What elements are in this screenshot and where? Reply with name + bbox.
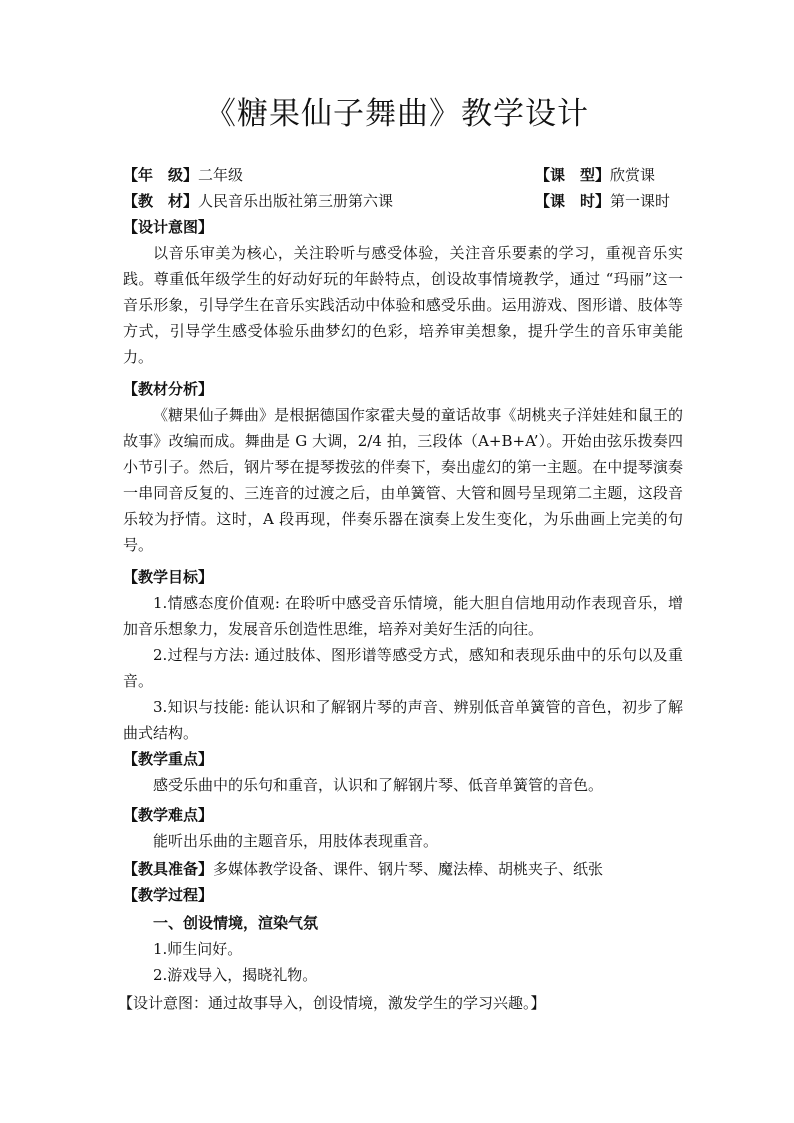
process-section-1-title: 一、创设情境，渲染气氛	[153, 914, 319, 932]
material-analysis-heading: 【教材分析】	[123, 380, 214, 398]
grade-value: 二年级	[198, 166, 244, 184]
objective-item-2: 2.过程与方法: 通过肢体、图形谱等感受方式，感知和表现乐曲中的乐句以及重音。	[123, 646, 683, 690]
textbook-value: 人民音乐出版社第三册第六课	[198, 192, 394, 210]
lesson-type-field	[535, 162, 655, 188]
period-field	[535, 188, 670, 214]
textbook-field	[123, 188, 393, 214]
objective-item-3: 3.知识与技能: 能认识和了解钢片琴的声音、辨别低音单簧管的音色，初步了解曲式结构。	[123, 698, 683, 742]
tools-heading: 【教具准备】	[123, 860, 214, 878]
grade-field	[123, 162, 243, 188]
difficulties-heading: 【教学难点】	[123, 806, 214, 824]
grade-label: 【年 级】	[123, 166, 199, 184]
difficulties-paragraph: 能听出乐曲的主题音乐，用肢体表现重音。	[153, 832, 439, 850]
document-title: 《糖果仙子舞曲》教学设计	[205, 96, 589, 132]
lesson-type-value: 欣赏课	[610, 166, 656, 184]
material-analysis-paragraph: 《糖果仙子舞曲》是根据德国作家霍夫曼的童话故事《胡桃夹子洋娃娃和鼠王的故事》改编而成。舞曲是 G 大调，2/4 拍，三段体（A+B+A’）。开始由弦乐拨奏四小节引子。然后，钢片琴在提琴拨弦的伴奏下，奏出虚幻的第一主题。在中提琴演奏一串同音反复的、三连音的过渡之后，由单簧管、大管和圆号呈现第二主题，这段音乐较为抒情。这时，A 段再现，伴奏乐器在演奏上发生变化，为乐曲画上完美的句号。	[123, 406, 683, 554]
meta-row-textbook	[123, 188, 683, 214]
period-value: 第一课时	[610, 192, 671, 210]
key-points-heading: 【教学重点】	[123, 750, 214, 768]
objective-item-1: 1.情感态度价值观: 在聆听中感受音乐情境，能大胆自信地用动作表现音乐，增加音乐想象力，发展音乐创造性思维，培养对美好生活的向往。	[123, 594, 683, 638]
key-points-paragraph: 感受乐曲中的乐句和重音，认识和了解钢片琴、低音单簧管的音色。	[153, 776, 604, 794]
process-step-2: 2.游戏导入，揭晓礼物。	[153, 966, 318, 984]
textbook-label: 【教 材】	[123, 192, 199, 210]
period-label: 【课 时】	[535, 192, 611, 210]
design-intent-paragraph: 以音乐审美为核心，关注聆听与感受体验，关注音乐要素的学习，重视音乐实践。尊重低年级学生的好动好玩的年龄特点，创设故事情境教学，通过 “玛丽”这一音乐形象，引导学生在音乐实践活动中体验和感受乐曲。运用游戏、图形谱、肢体等方式，引导学生感受体验乐曲梦幻的色彩，培养审美想象，提升学生的音乐审美能力。	[123, 244, 683, 366]
process-heading: 【教学过程】	[123, 886, 214, 904]
tools-text: 多媒体教学设备、课件、钢片琴、魔法棒、胡桃夹子、纸张	[213, 860, 604, 878]
meta-row-grade	[123, 162, 683, 188]
process-design-note: 【设计意图：通过故事导入，创设情境，激发学生的学习兴趣。】	[118, 994, 546, 1012]
process-step-1: 1.师生问好。	[153, 940, 243, 958]
objectives-heading: 【教学目标】	[123, 568, 214, 586]
design-intent-heading: 【设计意图】	[123, 218, 214, 236]
lesson-type-label: 【课 型】	[535, 166, 611, 184]
tools-line	[123, 856, 683, 882]
